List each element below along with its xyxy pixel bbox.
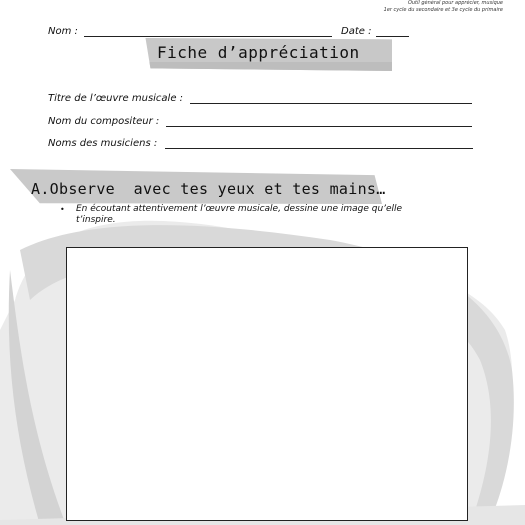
- drawing-area-box[interactable]: [66, 247, 468, 521]
- date-label: Date :: [341, 26, 372, 37]
- header-note-line1: Outil général pour apprécier, musique: [407, 0, 503, 6]
- name-label: Nom :: [48, 26, 78, 37]
- header-note: [384, 0, 503, 14]
- composer-label: Nom du compositeur :: [48, 116, 160, 127]
- instruction-bullet: •: [60, 205, 65, 214]
- musicians-field-line[interactable]: [165, 148, 473, 149]
- work-title-label: Titre de l’œuvre musicale :: [48, 93, 184, 104]
- section-a-heading: A.Observe avec tes yeux et tes mains…: [31, 180, 386, 198]
- date-field-line[interactable]: [376, 36, 409, 37]
- composer-field-line[interactable]: [166, 126, 472, 127]
- musicians-label: Noms des musiciens :: [48, 138, 158, 149]
- page-title: Fiche d’appréciation: [157, 43, 360, 62]
- section-a-instruction: En écoutant attentivement l’œuvre musicale, dessine une image qu’elle t’inspire.: [76, 204, 403, 225]
- header-note-line2: 1er cycle du secondaire et 3e cycle du primaire: [383, 7, 503, 13]
- name-field-line[interactable]: [84, 36, 332, 37]
- work-title-field-line[interactable]: [190, 103, 472, 104]
